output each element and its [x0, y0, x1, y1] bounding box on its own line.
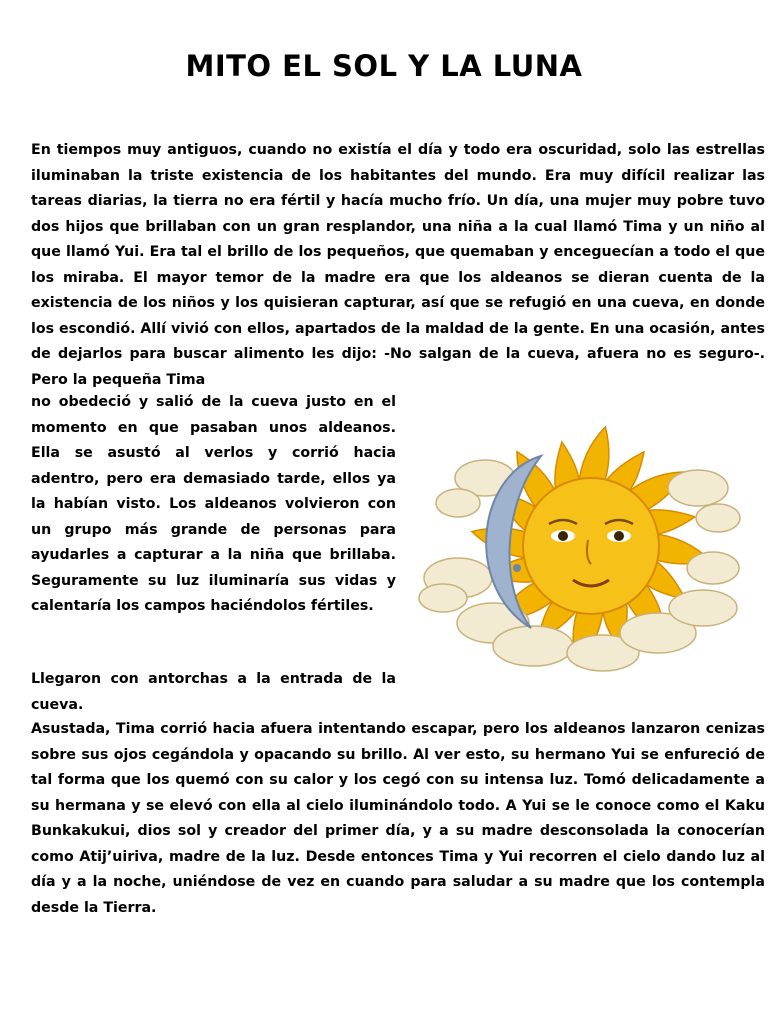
moon-eye [513, 564, 521, 572]
sun-moon-illustration [413, 418, 743, 678]
cloud-puff [436, 489, 480, 517]
page-title: MITO EL SOL Y LA LUNA [185, 49, 583, 84]
sun-face [523, 478, 659, 614]
cloud-puff [687, 552, 739, 584]
paragraph-intro: En tiempos muy antiguos, cuando no existía el día y todo era oscuridad, solo las estrellas iluminaban la triste existencia de los habitantes del mundo. Era muy difícil realizar las tareas diarias, la tierra no era fértil y hacía mucho frío. Un día, una mujer muy pobre tuvo dos hijos que brillaban con un gran resplandor, una niña a la cual llamó Tima y un niño al que llamó Yui. Era tal el brillo de los pequeños, que quemaban y enceguecían a todo el que los miraba. El mayor temor de la madre era que los aldeanos se dieran cuenta de la existencia de los niños y los quisieran capturar, así que se refugió en una cueva, en donde los escondió. Allí vivió con ellos, apartados de la maldad de la gente. En una ocasión, antes de dejarlos para buscar alimento les dijo: -No salgan de la cueva, afuera no es seguro-. Pero la pequeña Tima [31, 142, 765, 388]
cloud-puff [419, 584, 467, 612]
cloud-puff [668, 470, 728, 506]
cloud-puff [696, 504, 740, 532]
paragraph-ending: Asustada, Tima corrió hacia afuera intentando escapar, pero los aldeanos lanzaron cenizas sobre sus ojos cegándola y opacando su brillo. Al ver esto, su hermano Yui se enfureció de tal forma que los quemó con su calor y los cegó con su intensa luz. Tomó delicadamente a su hermana y se elevó con ella al cielo iluminándolo todo. A Yui se le conoce como el Kaku Bunkakukui, dios sol y creador del primer día, y a su madre desconsolada la conocerían como Atij’uiriva, madre de la luz. Desde entonces Tima y Yui recorren el cielo dando luz al día y a la noche, uniéndose de vez en cuando para saludar a su madre que los contempla desde la Tierra. [31, 721, 765, 916]
paragraph-tima-escape: no obedeció y salió de la cueva justo en el momento en que pasaban unos aldeanos. Ella se asustó al verlos y corrió hacia adentro, pero era demasiado tarde, ellos ya la habían visto. Los aldeanos volvieron con un grupo más grande de personas para ayudarles a capturar a la niña que brillaba. Seguramente su luz iluminaría sus vidas y calentaría los campos haciéndolos fértiles. [31, 394, 396, 614]
cloud-puff [493, 626, 573, 666]
sun-flame-ray [579, 427, 609, 485]
paragraph-torches: Llegaron con antorchas a la entrada de la cueva. [31, 671, 396, 713]
cloud-puff [669, 590, 737, 626]
sun-moon-icon [413, 418, 743, 678]
